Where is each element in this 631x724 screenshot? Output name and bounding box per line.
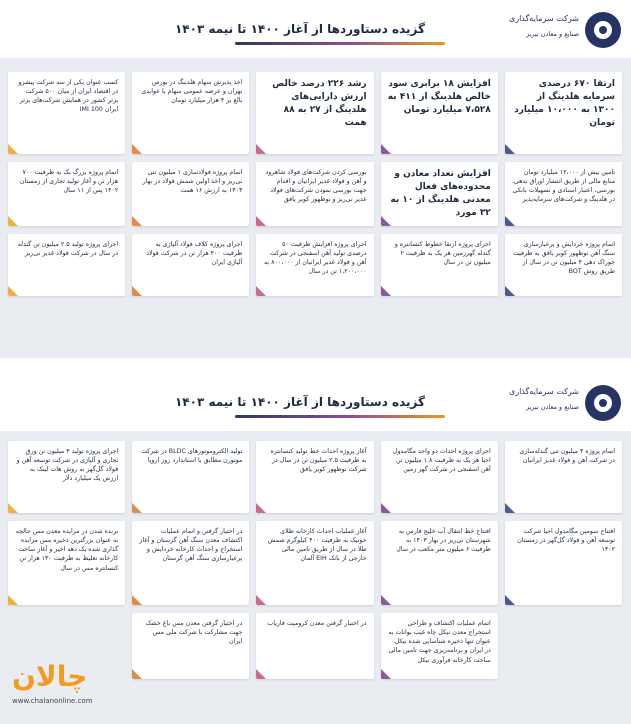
card-accent <box>505 286 515 296</box>
achievement-card <box>8 441 125 513</box>
achievement-card <box>505 234 622 296</box>
achievement-text: در اختیار گرفتن معدن کرومیت فاریاب <box>267 620 367 627</box>
card-accent <box>8 286 18 296</box>
card-accent <box>8 595 18 605</box>
achievement-card <box>8 72 125 154</box>
card-accent <box>256 503 266 513</box>
achievement-text: اتمام پروژه بزرگ یک به ظرفیت ۷۰۰ هزار تن و آغاز تولید تجاری از زمستان ۱۴۰۲ پس از ۱۱ سال <box>19 169 119 195</box>
achievement-text: افتتاح خط انتقال آب خلیج فارس به شهرستان نی‌ریز در بهار ۱۴۰۳ به ظرفیت ۶ میلیون متر مکعب در سال <box>396 528 491 554</box>
achievement-text: تولید الکتروموتورهای BLDC در شرکت موتورن مطابق با استاندارد روز اروپا <box>141 448 243 465</box>
achievement-text: اجرای پروژه افزایش ظرفیت ۵۰ درصدی تولید آهن اسفنجی در شرکت آهن و فولاد غدیر ایرانیان از ۸۰۰،۰۰۰ به ۱،۲۰۰،۰۰۰ تن در سال <box>264 241 367 276</box>
card-accent <box>505 595 515 605</box>
slide-1 <box>0 0 631 358</box>
achievement-card <box>381 521 498 605</box>
card-accent <box>8 503 18 513</box>
card-accent <box>132 216 142 226</box>
achievement-text: افتتاح سومین مگامدول احیا شرکت توسعه آهن و فولاد گل‌گهر در زمستان ۱۴۰۲ <box>517 528 615 554</box>
achievement-card <box>8 162 125 226</box>
achievement-card <box>256 521 373 605</box>
achievement-card <box>256 613 373 679</box>
achievement-text: تامین بیش از ۱۲،۰۰۰ میلیارد تومان منابع مالی از طریق انتشار اوراق بدهی، بورسی، اعتبار اسنادی و تسهیلات بانکی در هلدینگ و شرکت‌های سرمایه‌پذیر <box>511 169 615 204</box>
logo-name: شرکت سرمایه‌گذاری <box>508 14 579 23</box>
card-accent <box>132 669 142 679</box>
achievements-grid <box>8 72 622 296</box>
achievement-card <box>132 72 249 154</box>
title-underline <box>235 415 445 418</box>
achievement-card <box>381 234 498 296</box>
achievement-text: اتمام پروژه خردایش و پرعیارسازی سنگ آهن نوظهور کویر یافق به ظرفیت خوراک دهی ۴ میلیون تن در سال از طریق روش BOT <box>512 241 615 276</box>
achievement-card <box>381 72 498 154</box>
achievement-text: در اختیار گرفتن معدن مس باغ خشک جهت مشارکت با شرکت ملی مس ایران <box>145 620 243 646</box>
slide-header <box>0 373 631 431</box>
card-accent <box>256 144 266 154</box>
achievement-text: آغاز پروژه احداث خط تولید کنسانتره به ظرفیت ۲.۵ میلیون تن در سال در شرکت نوظهور کویر یافق <box>270 448 367 474</box>
achievement-card <box>256 441 373 513</box>
card-accent <box>256 669 266 679</box>
achievement-card <box>381 162 498 226</box>
achievement-card <box>132 162 249 226</box>
slide-divider <box>0 361 631 371</box>
achievement-text: در اختیار گرفتن و اتمام عملیات اکتشاف معدن سنگ آهن گزستان و آغاز استخراج و احداث کارخانه خردایش و پرعیارسازی سنگ آهن گزستان <box>139 528 243 563</box>
achievement-card <box>8 521 125 605</box>
logo-icon <box>585 385 621 421</box>
achievement-text: رشد ۲۲۶ درصد خالص ارزش دارایی‌های هلدینگ از ۲۷ به ۸۸ همت <box>272 79 367 129</box>
company-logo <box>509 381 621 425</box>
achievement-text: اجرای پروژه تولید ۲.۵ میلیون تن گندله در سال در شرکت فولاد غدیر نی‌ریز <box>17 241 119 258</box>
card-accent <box>132 286 142 296</box>
achievement-card <box>132 441 249 513</box>
empty-cell <box>505 613 622 679</box>
achievement-text: اجرای پروژه ارتقا خطوط کنسانتره و گندله گهرزمین هر یک به ظرفیت ۲ میلیون تن در سال <box>394 241 491 267</box>
achievement-text: اجرای پروژه تولید ۳ میلیون تن ورق تجاری و آلیاژی در شرکت توسعه آهن و فولاد گل‌گهر به روش هات لینک به ارزش یک میلیارد دلار <box>16 448 119 483</box>
title-underline <box>235 42 445 45</box>
achievement-text: کسب عنوان یکی از سه شرکت پیشرو در اقتصاد ایران از میان ۵۰۰ شرکت برتر کشور در همایش شرکت‌های برتر ایران IMI 100 <box>18 79 119 114</box>
slide-title: گزیده دستاوردها از آغاز ۱۴۰۰ تا نیمه ۱۴۰۳ <box>174 22 425 36</box>
logo-subname: صنایع و معادن نیریز <box>525 30 579 38</box>
card-accent <box>132 144 142 154</box>
achievement-text: اجرای پروژه احداث دو واحد مگامدول احیا هر یک به ظرفیت ۱.۸ میلیون تن آهن اسفنجی در شرکت گهر زمین <box>392 448 491 474</box>
achievement-text: آغاز عملیات احداث کارخانه طلای خونیک به ظرفیت ۴۰۰ کیلوگرم شمش طلا در سال از طریق تامین مالی خارجی از بانک EIH آلمان <box>267 528 367 563</box>
achievement-text: اتمام پروژه فولادسازی ۱ میلیون تنی نی‌ریز و اخذ اولین شمش فولاد در بهار ۱۴۰۳ به ارزش ۱۶ همت <box>142 169 243 195</box>
company-logo <box>509 8 621 52</box>
achievement-card <box>505 441 622 513</box>
logo-name: شرکت سرمایه‌گذاری <box>508 387 579 396</box>
card-accent <box>8 144 18 154</box>
achievement-card <box>132 521 249 605</box>
card-accent <box>505 503 515 513</box>
achievement-card <box>381 441 498 513</box>
card-accent <box>256 216 266 226</box>
card-accent <box>132 503 142 513</box>
achievement-card <box>505 72 622 154</box>
achievement-card <box>505 521 622 605</box>
watermark-brand: چالان <box>12 660 88 693</box>
card-accent <box>381 503 391 513</box>
slide-header <box>0 0 631 58</box>
achievements-grid <box>8 441 622 679</box>
achievement-text: اجرای پروژه کلاف فولاد آلیاژی به ظرفیت ۴۰۰ هزار تن در شرکت فولاد آلیاژی ایران <box>146 241 243 267</box>
slide-title: گزیده دستاوردها از آغاز ۱۴۰۰ تا نیمه ۱۴۰۳ <box>174 395 425 409</box>
achievement-text: ارتقا ۶۷۰ درصدی سرمایه هلدینگ از ۱۳۰۰ به ۱۰،۰۰۰ میلیارد تومان <box>514 79 615 129</box>
achievement-card <box>505 162 622 226</box>
watermark <box>8 656 128 714</box>
card-accent <box>505 144 515 154</box>
achievement-card <box>381 613 498 679</box>
card-accent <box>256 286 266 296</box>
achievement-card <box>132 234 249 296</box>
card-accent <box>381 669 391 679</box>
achievement-card <box>256 162 373 226</box>
achievement-text: افزایش ۱۸ برابری سود خالص هلدینگ از ۴۱۱ به ۷،۵۲۸ میلیارد تومان <box>387 79 491 116</box>
card-accent <box>381 595 391 605</box>
achievement-card <box>256 234 373 296</box>
achievement-text: اتمام پروژه ۴ میلیون تنی گندله‌سازی در شرکت آهن و فولاد غدیر ایرانیان <box>519 448 615 465</box>
card-accent <box>132 595 142 605</box>
achievement-text: اتمام عملیات اکتشاف و طراحی استخراج معدن نیکل چاه غیب بوانات به عنوان تنها ذخیره شناسایی شده نیکل در ایران و برنامه‌ریزی جهت تامین مالی ساخت کارخانه فرآوری نیکل <box>388 620 491 664</box>
watermark-url: www.chalanonline.com <box>12 697 93 705</box>
card-accent <box>381 286 391 296</box>
logo-icon <box>585 12 621 48</box>
achievement-text: برنده شدن در مزایده معدن مس جالچه به عنوان بزرگترین ذخیره مس مزایده گذاری شده یک دهه اخیر و آغاز ساخت کارخانه تغلیظ به ظرفیت ۱۳۰ هزار تن کنسانتره مس در سال <box>15 528 119 572</box>
logo-subname: صنایع و معادن نیریز <box>525 403 579 411</box>
achievement-card <box>8 234 125 296</box>
achievement-card <box>256 72 373 154</box>
achievement-text: افزایش تعداد معادن و محدوده‌های فعال معدنی هلدینگ از ۱۰ به ۳۲ مورد <box>390 169 491 219</box>
achievement-text: بورسی کردن شرکت‌های فولاد شاهرود و آهن و فولاد غدیر ایرانیان و اقدام جهت بورسی نمودن شرکت‌های فولاد غدیر نی‌ریز و نوظهور کویر یافق <box>265 169 367 204</box>
achievement-card <box>132 613 249 679</box>
card-accent <box>8 216 18 226</box>
card-accent <box>381 144 391 154</box>
card-accent <box>256 595 266 605</box>
card-accent <box>505 216 515 226</box>
card-accent <box>381 216 391 226</box>
achievement-text: اخذ پذیرش سهام هلدینگ در بورس تهران و عرضه عمومی سهام با عوایدی بالغ بر ۴ هزار میلیارد تومان <box>141 79 243 105</box>
